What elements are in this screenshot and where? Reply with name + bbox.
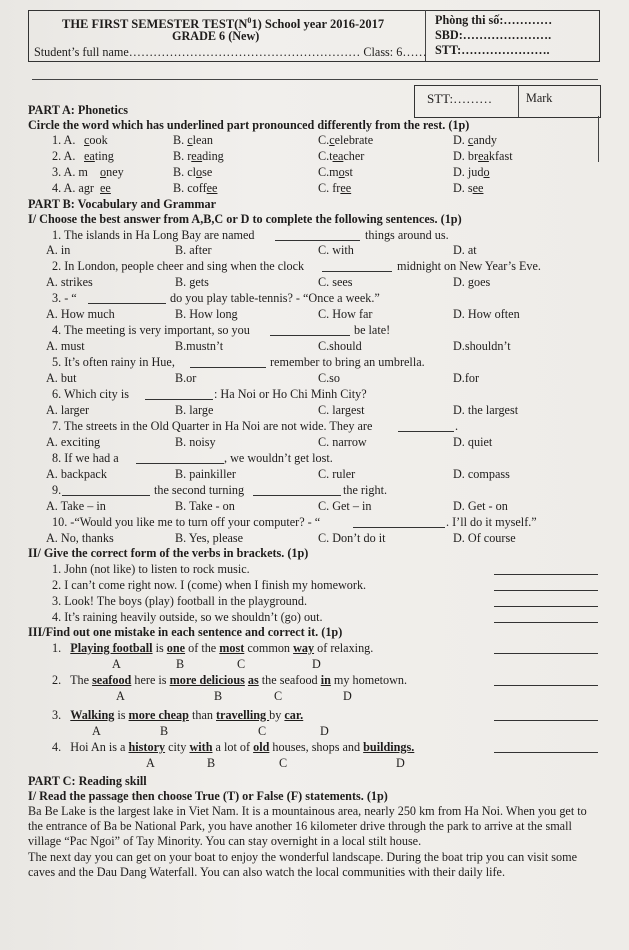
mcq-2-a[interactable]: A. strikes [46,275,93,289]
verb-3-answer[interactable] [494,606,598,607]
verb-4-answer[interactable] [494,622,598,623]
mistake-3-label-b: B [160,724,169,738]
mistake-4-label-b: B [207,756,216,770]
grade-label: GRADE 6 (New) [172,29,260,43]
mcq-1-c[interactable]: C. with [318,243,354,257]
mark-label: Mark [526,91,553,105]
mcq-7-a[interactable]: A. exciting [46,435,101,449]
mcq-9-b[interactable]: B. Take - on [175,499,235,513]
stt-field: STT:…………………. [435,43,550,57]
mistake-2-answer[interactable] [494,685,598,686]
phon-2-d: D. breakfast [453,149,513,163]
part-b-sec3-title: III/Find out one mistake in each sentence and correct it. (1p) [28,625,343,639]
phon-1-b: B. clean [173,133,213,147]
mcq-4-b[interactable]: B.mustn’t [175,339,224,353]
mcq-8-b[interactable]: B. painkiller [175,467,236,481]
passage-line: The next day you can get on your boat to enjoy the wonderful landscape. During the boat trip you can visit some [28,850,577,864]
mistake-4-label-c: C [279,756,288,770]
part-a-instruction: Circle the word which has underlined part pronounced differently from the rest. (1p) [28,118,470,132]
mcq-9-question-end: the right. [343,483,388,497]
mcq-10-question-end: . I’ll do it myself.” [446,515,537,529]
mistake-3-label-c: C [258,724,267,738]
mcq-7-question-end: . [455,419,459,433]
mcq-3-b[interactable]: B. How long [175,307,238,321]
mcq-2-blank[interactable] [322,271,392,272]
mistake-4-label-d: D [396,756,405,770]
mcq-6-d[interactable]: D. the largest [453,403,519,417]
mcq-8-question-end: , we wouldn’t get lost. [224,451,333,465]
verb-1: 1. John (not like) to listen to rock music. [52,562,250,576]
verb-3: 3. Look! The boys (play) football in the playground. [52,594,307,608]
mcq-9-question: 9. [52,483,62,497]
mcq-10-blank[interactable] [353,527,445,528]
part-a-title: PART A: Phonetics [28,103,129,117]
mcq-1-question-end: things around us. [365,228,449,242]
mcq-1-d[interactable]: D. at [453,243,477,257]
mistake-1-answer[interactable] [494,653,598,654]
phon-3-a: oney [100,165,124,179]
mistake-3-sentence: 3. Walking is more cheap than travelling by car. [52,708,304,722]
mistake-2-label-b: B [214,689,223,703]
mistake-3-label-d: D [320,724,329,738]
mcq-2-d[interactable]: D. goes [453,275,491,289]
mcq-9-a[interactable]: A. Take – in [46,499,106,513]
phon-4-num: 4. A. agr [52,181,94,195]
mcq-4-d[interactable]: D.shouldn’t [453,339,511,353]
phon-3-c: C.most [318,165,353,179]
mistake-1-label-c: C [237,657,246,671]
mcq-2-question: 2. In London, people cheer and sing when the clock [52,259,305,273]
mcq-7-c[interactable]: C. narrow [318,435,367,449]
mcq-8-d[interactable]: D. compass [453,467,510,481]
mcq-3-blank[interactable] [88,303,166,304]
phon-4-a: ee [100,181,111,195]
mistake-2-label-a: A [116,689,125,703]
mcq-8-question: 8. If we had a [52,451,119,465]
phon-4-b: B. coffee [173,181,218,195]
phon-3-num: 3. A. m [52,165,88,179]
mistake-1-label-d: D [312,657,321,671]
mcq-5-question: 5. It’s often rainy in Hue, [52,355,175,369]
mcq-6-b[interactable]: B. large [175,403,214,417]
verb-2-answer[interactable] [494,590,598,591]
mcq-2-c[interactable]: C. sees [318,275,353,289]
mcq-9-question-mid: the second turning [154,483,245,497]
mcq-7-d[interactable]: D. quiet [453,435,493,449]
mcq-7-blank[interactable] [398,431,454,432]
mistake-1-label-a: A [112,657,121,671]
passage-line: caves and the Dau Dang Waterfall. You can also watch the local communities with their daily life. [28,865,506,879]
room-number: Phòng thi số:………… [435,13,553,27]
mcq-1-b[interactable]: B. after [175,243,212,257]
mcq-4-a[interactable]: A. must [46,339,85,353]
phon-1-a: cook [84,133,108,147]
part-c-title: PART C: Reading skill [28,774,147,788]
part-c-sec1-title: I/ Read the passage then choose True (T) or False (F) statements. (1p) [28,789,388,803]
mistake-2-sentence: 2. The seafood here is more delicious as the seafood in my hometown. [52,673,408,687]
part-b-sec2-title: II/ Give the correct form of the verbs in brackets. (1p) [28,546,309,560]
score-stt: STT:……… [427,91,493,106]
mcq-4-blank[interactable] [270,335,350,336]
phon-3-d: D. judo [453,165,490,179]
mark-box-extension [598,116,599,162]
mcq-2-question-end: midnight on New Year’s Eve. [397,259,541,273]
mcq-6-question-end: : Ha Noi or Ho Chi Minh City? [214,387,367,401]
mistake-1-label-b: B [176,657,185,671]
phon-2-a: eating [84,149,114,163]
mcq-3-d[interactable]: D. How often [453,307,520,321]
mcq-3-question-end: do you play table-tennis? - “Once a week.” [170,291,380,305]
mcq-3-c[interactable]: C. How far [318,307,373,321]
part-b-title: PART B: Vocabulary and Grammar [28,197,217,211]
mistake-3-answer[interactable] [494,720,598,721]
phon-4-c: C. free [318,181,352,195]
phon-2-num: 2. A. [52,149,76,163]
part-b-sec1-title: I/ Choose the best answer from A,B,C or D to complete the following sentences. (1p) [28,212,462,226]
phon-1-c: C.celebrate [318,133,374,147]
student-name-line: Student’s full name………………………………………………… Class: 6…… [34,45,427,59]
header-rule [32,79,598,80]
mcq-10-question: 10. -“Would you like me to turn off your computer? - “ [52,515,321,529]
mcq-9-blank-2[interactable] [253,495,341,496]
mcq-5-question-end: remember to bring an umbrella. [270,355,425,369]
mcq-1-a[interactable]: A. in [46,243,71,257]
verb-1-answer[interactable] [494,574,598,575]
mcq-4-question: 4. The meeting is very important, so you [52,323,250,337]
mcq-4-question-end: be late! [354,323,391,337]
mcq-6-a[interactable]: A. larger [46,403,90,417]
mcq-8-blank[interactable] [136,463,224,464]
passage-line: the entrance of Ba be National Park, you have another 16 kilometer drive through the park to arrive at the small [28,819,572,833]
mcq-7-b[interactable]: B. noisy [175,435,216,449]
mcq-8-c[interactable]: C. ruler [318,467,356,481]
mcq-3-question: 3. - “ [52,291,77,305]
mcq-6-c[interactable]: C. largest [318,403,365,417]
mistake-2-label-c: C [274,689,283,703]
mcq-1-question: 1. The islands in Ha Long Bay are named [52,228,255,242]
mcq-3-a[interactable]: A. How much [46,307,115,321]
mcq-7-question: 7. The streets in the Old Quarter in Ha Noi are not wide. They are [52,419,373,433]
mcq-6-blank[interactable] [145,399,213,400]
mcq-8-a[interactable]: A. backpack [46,467,107,481]
verb-2: 2. I can’t come right now. I (come) when I finish my homework. [52,578,367,592]
mcq-10-a[interactable]: A. No, thanks [46,531,114,545]
mcq-5-d[interactable]: D.for [453,371,480,385]
mcq-10-d[interactable]: D. Of course [453,531,516,545]
phon-2-b: B. reading [173,149,224,163]
mcq-10-b[interactable]: B. Yes, please [175,531,244,545]
mistake-4-answer[interactable] [494,752,598,753]
mcq-6-question: 6. Which city is [52,387,129,401]
phon-4-d: D. see [453,181,484,195]
passage-line: Ba Be Lake is the largest lake in Viet Nam. It is a mountainous area, nearly 250 km from Ha Noi. When you get to [28,804,587,818]
mistake-3-label-a: A [92,724,101,738]
mcq-4-c[interactable]: C.should [318,339,362,353]
phon-1-d: D. candy [453,133,498,147]
mcq-5-b[interactable]: B.or [175,371,197,385]
phon-2-c: C.teacher [318,149,365,163]
mcq-1-blank[interactable] [275,240,360,241]
verb-4: 4. It’s raining heavily outside, so we shouldn’t (go) out. [52,610,323,624]
sbd-field: SBD:…………………. [435,28,552,42]
mcq-9-d[interactable]: D. Get - on [453,499,508,513]
mcq-5-a[interactable]: A. but [46,371,77,385]
mistake-1-sentence: 1. Playing football is one of the most common way of relaxing. [52,641,374,655]
mcq-2-b[interactable]: B. gets [175,275,209,289]
mcq-5-c[interactable]: C.so [318,371,341,385]
mistake-4-label-a: A [146,756,155,770]
mcq-5-blank[interactable] [190,367,266,368]
mistake-4-sentence: 4. Hoi An is a history city with a lot of old houses, shops and buildings. [52,740,415,754]
mcq-9-c[interactable]: C. Get – in [318,499,372,513]
phon-1-num: 1. A. [52,133,76,147]
score-divider [518,85,519,117]
passage-line: village “Pac Ngoi” of Tay Minority. You can stay overnight in a local stilt house. [28,834,422,848]
mcq-10-c[interactable]: C. Don’t do it [318,531,386,545]
phon-3-b: B. close [173,165,213,179]
test-title: THE FIRST SEMESTER $TEST(N^01)$ School year 2016-2017 [62,16,385,32]
mcq-9-blank-1[interactable] [62,495,150,496]
mistake-2-label-d: D [343,689,352,703]
